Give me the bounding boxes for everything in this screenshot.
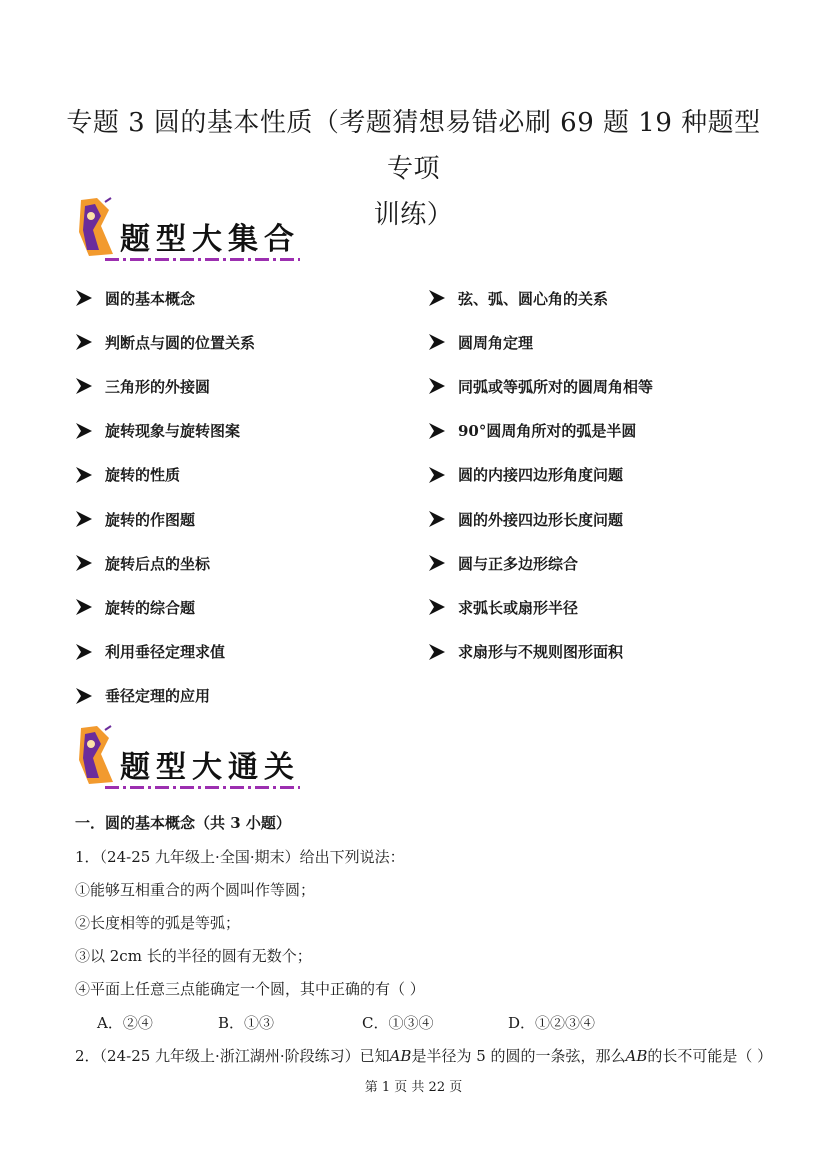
title-line-2: 训练） [373,200,454,230]
arrow-bullet-icon [75,422,93,440]
topic-label: 旋转的性质 [105,466,181,485]
topic-item [428,463,623,487]
choice-c: C．①③④ [362,1014,434,1032]
topic-item [75,419,240,443]
arrow-bullet-icon [428,377,446,395]
arrow-bullet-icon [75,510,93,528]
question-2-suffix: 的长不可能是（ ） [647,1047,773,1065]
banner-underline [105,786,300,789]
title-line-1: 专题 3 圆的基本性质（考题猜想易错必刷 69 题 19 种题型专项 [66,108,761,184]
topic-label: 利用垂径定理求值 [105,643,226,662]
choice-a: A．②④ [97,1014,153,1032]
statement-1: ①能够互相重合的两个圆叫作等圆； [75,881,316,899]
topic-item [428,330,533,354]
topic-item [75,640,225,664]
topic-label: 90°圆周角所对的弧是半圆 [458,422,637,441]
banner-title: 题型大集合 [120,222,300,257]
arrow-bullet-icon [75,687,93,705]
topic-item [75,551,210,575]
topic-item [75,595,195,619]
choice-d: D．①②③④ [508,1014,596,1032]
topic-item [75,507,195,531]
statement-3: ③以 2cm 长的半径的圆有无数个； [75,947,312,965]
topic-label: 旋转后点的坐标 [105,554,211,573]
arrow-bullet-icon [428,598,446,616]
topic-label: 圆的内接四边形角度问题 [458,466,624,485]
topic-item [428,595,578,619]
topic-label: 判断点与圆的位置关系 [105,333,256,352]
arrow-bullet-icon [75,333,93,351]
page-footer: 第 1 页 共 22 页 [364,1080,463,1095]
topic-label: 求弧长或扇形半径 [458,598,579,617]
statement-2: ②长度相等的弧是等弧； [75,914,241,932]
arrow-bullet-icon [428,554,446,572]
topic-label: 圆周角定理 [458,333,534,352]
topic-label: 圆与正多边形综合 [458,554,579,573]
topic-label: 三角形的外接圆 [105,377,211,396]
statement-4: ④平面上任意三点能确定一个圆，其中正确的有（ ） [75,980,425,998]
wizard-icon [75,724,115,788]
topic-label: 圆的外接四边形长度问题 [458,510,624,529]
variable-ab: AB [625,1047,648,1065]
topic-item [75,286,195,310]
choice-b: B．①③ [218,1014,275,1032]
question-1-stem: 1．（24-25 九年级上·全国·期末）给出下列说法： [75,848,405,866]
banner-collection [75,196,305,268]
topic-item [75,684,210,708]
topic-label: 旋转的综合题 [105,598,196,617]
arrow-bullet-icon [75,643,93,661]
topic-item [75,330,255,354]
topic-item [428,374,653,398]
banner-title: 题型大通关 [120,750,300,785]
banner-pass [75,724,305,796]
topic-label: 旋转的作图题 [105,510,196,529]
arrow-bullet-icon [428,333,446,351]
topic-label: 旋转现象与旋转图案 [105,422,241,441]
topic-item [428,507,623,531]
arrow-bullet-icon [428,643,446,661]
arrow-bullet-icon [428,510,446,528]
topic-item [428,286,608,310]
topic-item [428,551,578,575]
topic-label: 圆的基本概念 [105,289,196,308]
topic-label: 求扇形与不规则图形面积 [458,643,624,662]
question-2-mid: 是半径为 5 的圆的一条弦，那么 [411,1047,626,1065]
variable-ab: AB [389,1047,412,1065]
section-heading: 一．圆的基本概念（共 3 小题） [75,814,291,832]
topic-item [75,374,210,398]
topic-label: 同弧或等弧所对的圆周角相等 [458,377,654,396]
question-2-prefix: 2．（24-25 九年级上·浙江湖州·阶段练习）已知 [75,1047,390,1065]
arrow-bullet-icon [428,289,446,307]
topic-item [428,640,623,664]
arrow-bullet-icon [75,598,93,616]
arrow-bullet-icon [75,289,93,307]
topic-item [428,419,636,443]
topic-label: 垂径定理的应用 [105,687,211,706]
arrow-bullet-icon [75,554,93,572]
wizard-icon [75,196,115,260]
arrow-bullet-icon [428,466,446,484]
topic-label: 弦、弧、圆心角的关系 [458,289,609,308]
topic-item [75,463,180,487]
arrow-bullet-icon [428,422,446,440]
question-2-stem [75,1045,772,1066]
banner-underline [105,258,300,261]
arrow-bullet-icon [75,377,93,395]
arrow-bullet-icon [75,466,93,484]
